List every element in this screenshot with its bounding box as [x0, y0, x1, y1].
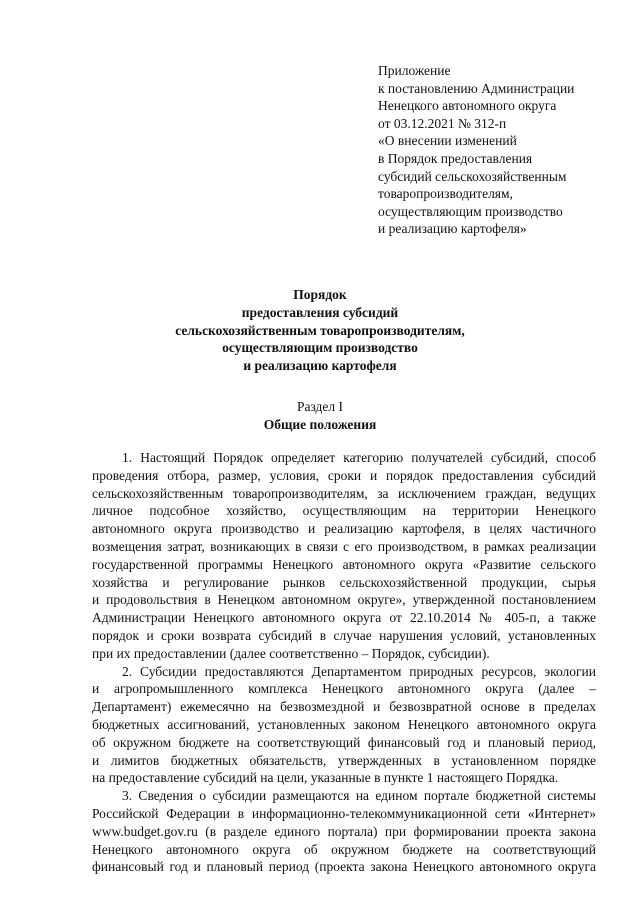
paragraph-line: на предоставление субсидий на цели, указанные в пункте 1 настоящего Порядка. [92, 770, 559, 786]
paragraph-line: об окружном бюджете на соответствующий финансовый год и плановый период, [92, 734, 596, 750]
paragraph-line: проведения отбора, размер, условия, сроки и порядок предоставления субсидий [92, 467, 596, 483]
paragraph-line: Ненецкого автономного округа об окружном бюджете на соответствующий [92, 841, 596, 857]
title-line: Порядок [293, 287, 347, 302]
document-title [0, 286, 640, 375]
paragraph-line: порядок и сроки возврата субсидий в случае нарушения условий, установленных [92, 627, 596, 643]
appendix-line: товаропроизводителям, [378, 186, 513, 202]
section-heading: Общие положения [263, 416, 377, 432]
paragraph-line: сельскохозяйственным товаропроизводителям, за исключением граждан, ведущих [92, 485, 596, 501]
section-header [0, 398, 640, 434]
paragraph-line: и агропромышленного комплекса Ненецкого автономного округа (далее – [92, 681, 596, 697]
body-text [92, 449, 596, 876]
paragraph-line: 3. Сведения о субсидии размещаются на едином портале бюджетной системы [122, 788, 596, 804]
paragraph-line: Российской Федерации в информационно-телекоммуникационной сети «Интернет» [92, 805, 596, 821]
appendix-line: «О внесении изменений [378, 133, 517, 149]
paragraph-line: бюджетных ассигнований, установленных законом Ненецкого автономного округа [92, 716, 596, 732]
paragraph-line: и продовольствия в Ненецком автономном округе», утвержденной постановлением [92, 592, 596, 608]
appendix-line: в Порядок предоставления [378, 150, 533, 166]
paragraph-line: при их предоставлении (далее соответственно – Порядок, субсидии). [92, 645, 490, 661]
paragraph-line: www.budget.gov.ru (в разделе единого портала) при формировании проекта закона [92, 823, 596, 839]
title-line: сельскохозяйственным товаропроизводителям, [175, 322, 465, 338]
appendix-line: субсидий сельскохозяйственным [378, 168, 567, 184]
paragraph-line: личное подсобное хозяйство, осуществляющим на территории Ненецкого [92, 503, 596, 519]
title-line: и реализацию картофеля [243, 358, 397, 374]
paragraph-line: 2. Субсидии предоставляются Департаментом природных ресурсов, экологии [122, 663, 596, 679]
paragraph-line: Администрации Ненецкого автономного округа от 22.10.2014 № 405-п, а также [92, 610, 596, 626]
appendix-line: и реализацию картофеля» [378, 221, 527, 237]
paragraph-line: возмещения затрат, возникающих в связи с его производством, в рамках реализации [92, 538, 596, 554]
appendix-line: Приложение [378, 63, 451, 78]
appendix-line: осуществляющим производство [378, 203, 563, 219]
title-line: осуществляющим производство [222, 340, 418, 356]
paragraph-line: 1. Настоящий Порядок определяет категорию получателей субсидий, способ [122, 450, 596, 465]
section-number: Раздел I [296, 399, 344, 414]
appendix-line: к постановлению Администрации [378, 80, 575, 96]
appendix-line: Ненецкого автономного округа [378, 98, 557, 114]
appendix-line: от 03.12.2021 № 312-п [378, 115, 507, 131]
paragraph-line: государственной программы Ненецкого автономного округа «Развитие сельского [92, 556, 596, 572]
paragraph-line: хозяйства и регулирование рынков сельскохозяйственной продукции, сырья [92, 574, 596, 590]
title-line: предоставления субсидий [241, 304, 399, 320]
paragraph-line: Департамент) ежемесячно на безвозмездной и безвозвратной основе в пределах [92, 699, 596, 715]
paragraph-line: автономного округа производство и реализацию картофеля, в целях частичного [92, 521, 596, 537]
paragraph-line: финансовый год и плановый период (проекта закона Ненецкого автономного округа [92, 859, 596, 875]
appendix-block [378, 62, 574, 238]
paragraph-line: и лимитов бюджетных обязательств, утвержденных в установленном порядке [92, 752, 596, 768]
